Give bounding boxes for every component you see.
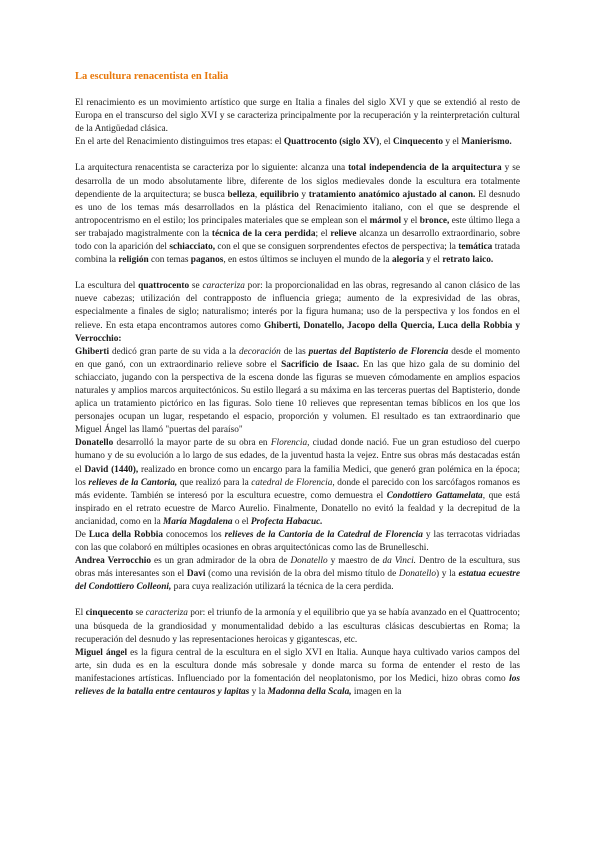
text-run: Ghiberti, Donatello, Jacopo della Quercia, Luca della Robbia y Verrocchio:: [75, 320, 520, 344]
text-run: y el: [401, 215, 420, 226]
text-run: mármol: [369, 215, 402, 226]
paragraph: [75, 136, 520, 149]
text-run: Condottiero Gattamelata: [386, 490, 483, 501]
text-run: Sacrificio de Isaac.: [281, 359, 360, 370]
text-run: Profecta Habacuc.: [250, 516, 323, 527]
text-run: y las terracotas vidriadas con las que colaboró en múltiples ocasiones en obras arquitectónicas como las de Brunelleschi.: [75, 530, 520, 554]
text-run: De: [75, 530, 89, 540]
text-run: Madonna della Scala,: [267, 687, 352, 698]
text-run: Cinquecento: [392, 137, 444, 148]
text-run: con temas: [148, 255, 191, 266]
paragraph-gap: [75, 149, 520, 162]
paragraph: [75, 607, 520, 646]
text-run: realizado en bronce como un encargo para la familia Medici, que generó gran polémica en la época; los: [75, 464, 520, 488]
text-run: ) y la: [436, 569, 459, 580]
text-run: con el que se consiguen sorprendentes efectos de perspectiva; la: [215, 242, 459, 253]
text-run: ,: [254, 189, 260, 200]
text-run: se: [189, 281, 203, 292]
paragraph: [75, 97, 520, 136]
text-run: En las que hizo gala de su dominio del schiacciato, jugando con la perspectiva de la escena donde las figuras se mueven cómodamente en amplios espacios naturales y amplios marcos arquitectónicos. Su estilo llegará a su máxima en las terceras puertas del Baptisterio, donde aplica un tratamiento pictórico en las figuras. Solo tiene 10 relieves que representan temas bíblicos en los que los personajes ocupan un lugar, respetando el espacio, proporción y volumen. El resultado es tan extraordinario que Miguel Ángel las llamó "puertas del paraíso": [75, 359, 520, 436]
text-run: relieves de la Cantoria de la Catedral de Florencia: [224, 530, 423, 540]
text-run: relieve: [330, 228, 357, 239]
text-run: decoración: [238, 346, 281, 357]
text-run: La arquitectura renacentista se caracteriza por lo siguiente: alcanza una: [75, 163, 349, 174]
text-run: puertas del Baptisterio de Florencia: [308, 346, 449, 357]
text-run: María Magdalena: [163, 516, 233, 527]
text-run: imagen en la: [351, 687, 402, 698]
text-run: temática: [458, 242, 493, 253]
text-run: alcanza un desarrollo extraordinario, sobre todo con la aparición del: [75, 228, 520, 253]
text-run: por: la proporcionalidad en las obras, regresando al canon clásico de las nueve cabezas; utilización del contrapposto de influencia griega; aumento de la expresividad de las obras, especialmente a finales de siglo; naturalismo; interés por la figura humana; uso de la perspectiva y los fondos en el relieve. En esta etapa encontramos autores como: [75, 281, 520, 331]
paragraph: [75, 555, 520, 594]
text-run: se: [133, 608, 146, 619]
text-run: Dentro de la escultura, sus obras más interesantes son el: [75, 556, 520, 580]
text-run: desde el momento en que ganó, con un extraordinario relieve sobre el: [75, 346, 521, 370]
document-title: La escultura renacentista en Italia: [75, 71, 229, 82]
text-run: ; el: [315, 228, 331, 239]
text-run: es la figura central de la escultura en el siglo XVI en Italia. Aunque haya cultivado varios campos del arte, sin duda es en la escultura donde más sobresale y donde marca su forma de entender el resto de las manifestaciones artísticas. Influenciado por la fomentación del neoplatonismo, por los Medici, hizo obras como: [75, 647, 520, 684]
text-run: , que está inspirado en el retrato ecuestre de Marco Aurelio. Finalmente, Donatello no evitó la fealdad y la decrepitud de la ancianidad, como en la: [75, 490, 520, 527]
text-run: y: [298, 189, 309, 200]
text-run: Quattrocento (siglo XV): [283, 137, 380, 148]
text-run: de las: [280, 346, 309, 357]
text-run: , el: [379, 137, 393, 148]
text-run: estatua ecuestre del Condottiero Colleoni,: [75, 569, 520, 593]
text-run: catedral de Florencia,: [251, 477, 335, 488]
text-run: (como una revisión de la obra del mismo título de: [205, 569, 399, 580]
text-run: retrato laico.: [442, 255, 494, 266]
text-run: El: [75, 608, 86, 619]
text-run: Donatello: [398, 569, 437, 580]
text-run: donde el parecido con los sarcófagos romanos es más evidente. También se interesó por la escultura ecuestre, como demuestra el: [75, 477, 521, 501]
text-run: alegoria: [391, 255, 424, 266]
text-run: Ghiberti: [75, 346, 110, 357]
text-run: Donatello: [75, 438, 114, 449]
paragraph: [75, 647, 520, 699]
text-run: Davi: [186, 569, 206, 580]
text-run: o el: [232, 516, 251, 527]
text-run: es un gran admirador de la obra de: [150, 556, 291, 567]
text-run: Manierismo.: [461, 137, 512, 148]
text-run: equilibrio: [259, 189, 299, 200]
text-run: este último llega a ser trabajado magistralmente con la: [75, 215, 520, 239]
text-run: da Vinci.: [382, 556, 416, 567]
text-run: La escultura del: [75, 281, 139, 292]
text-run: En el arte del Renacimiento distinguimos tres etapas: el: [75, 137, 284, 148]
text-run: Miguel ángel: [75, 647, 128, 658]
text-run: Florencia,: [270, 438, 310, 449]
text-run: caracteriza: [202, 281, 245, 292]
text-run: los relieves de la batalla entre centauros y lapitas: [75, 673, 520, 698]
text-run: total independencia de la arquitectura: [348, 163, 502, 174]
paragraph: [75, 346, 520, 438]
text-run: quattrocento: [138, 281, 190, 292]
paragraph: [75, 162, 520, 267]
text-run: y el: [423, 255, 443, 266]
text-run: Donatello: [290, 556, 328, 567]
paragraph: [75, 280, 520, 345]
text-run: tratamiento anatómico ajustado al canon.: [308, 189, 476, 200]
document-body: [75, 97, 520, 699]
text-run: que realizó para la: [177, 477, 252, 488]
text-run: religión: [118, 255, 149, 266]
text-run: paganos: [190, 255, 224, 266]
text-run: belleza: [227, 189, 255, 200]
text-run: y el: [443, 137, 462, 148]
text-run: El desnudo es uno de los temas más desarrollados en la plástica del Renacimiento italiano, con el que se desprende el antropocentrismo en el estilo; los principales materiales que se emplean son el: [75, 189, 521, 226]
text-run: Luca della Robbia: [88, 530, 163, 540]
text-run: conocemos los: [162, 530, 225, 540]
paragraph-gap: [75, 594, 520, 607]
text-run: y se desarrolla de un modo absolutamente libre, diferente de los siglos medievales donde la escultura era totalmente dependiente de la arquitectura; se busca: [75, 163, 520, 200]
text-run: ciudad donde nació. Fue un gran estudioso del cuerpo humano y de su evolución a lo largo de sus edades, de la juventud hasta la vejez. Entre sus obras más destacadas están el: [75, 438, 520, 475]
text-run: bronce,: [419, 215, 450, 226]
paragraph-gap: [75, 267, 520, 280]
text-run: cinquecento: [85, 608, 134, 619]
text-run: y la: [249, 687, 268, 698]
text-run: por: el triunfo de la armonía y el equilibrio que ya se había avanzado en el Quattrocento; una búsqueda de la grandiosidad y monumentalidad debido a las esculturas clásicas descubiertas en Roma; la recuperación del desnudo y las representaciones heroicas y gigantescas, etc.: [75, 608, 520, 645]
text-run: David (1440),: [84, 464, 139, 475]
text-run: Andrea Verrocchio: [75, 556, 151, 567]
paragraph: [75, 437, 520, 529]
text-run: , en estos últimos se incluyen el mundo de la: [223, 255, 392, 266]
text-run: desarrolló la mayor parte de su obra en: [113, 438, 271, 449]
text-run: caracteriza: [145, 608, 188, 619]
text-run: schiacciato,: [169, 242, 216, 253]
paragraph: [75, 529, 520, 555]
text-run: tratada combina la: [75, 242, 520, 266]
text-run: técnica de la cera perdida: [211, 228, 316, 239]
text-run: dedicó gran parte de su vida a la: [109, 346, 239, 357]
text-run: relieves de la Cantoria,: [88, 477, 178, 488]
text-run: El renacimiento es un movimiento artístico que surge en Italia a finales del siglo XVI y que se extendió al resto de Europa en el transcurso del siglo XVI y se caracteriza principalmente por la recuperación y la reinterpretación cultural de la Antigüedad clásica.: [75, 98, 520, 135]
text-run: y maestro de: [327, 556, 383, 567]
text-run: para cuya realización utilizará la técnica de la cera perdida.: [171, 582, 394, 593]
